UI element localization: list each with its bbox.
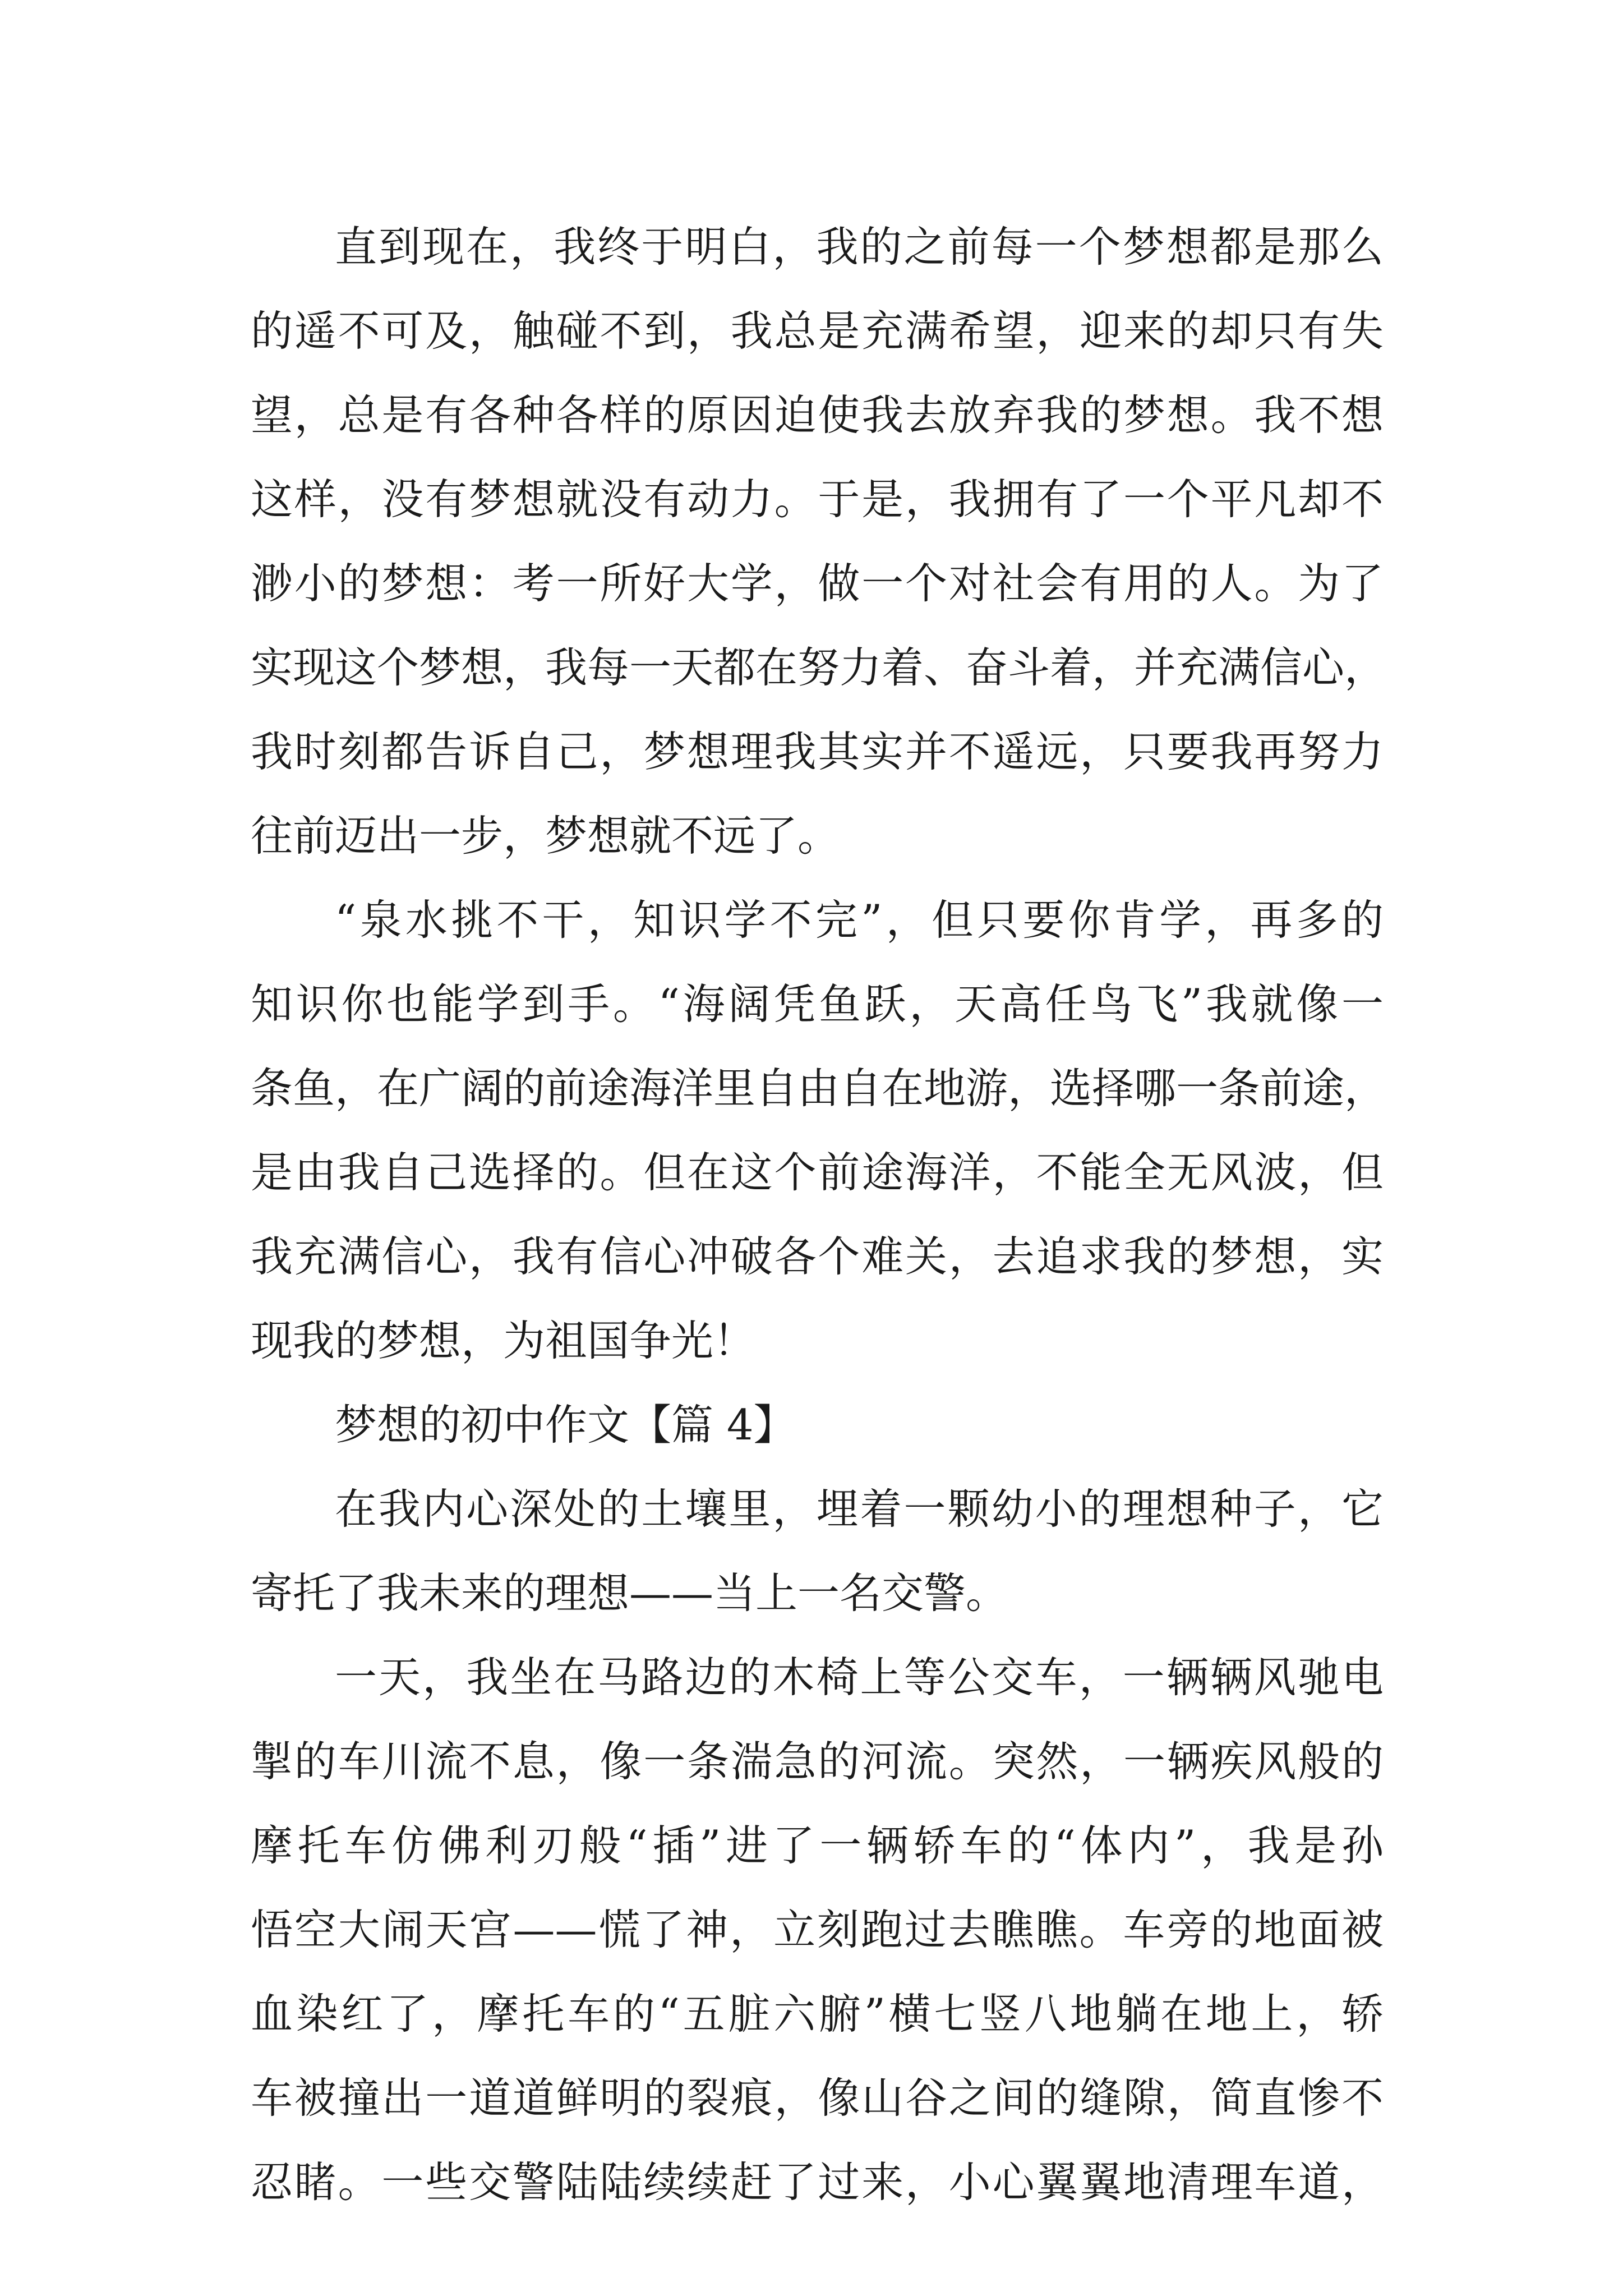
paragraph-line: 车被撞出一道道鲜明的裂痕，像山谷之间的缝隙，简直惨不 <box>251 2073 1384 2123</box>
paragraph-line: 望，总是有各种各样的原因迫使我去放弃我的梦想。我不想 <box>251 390 1384 440</box>
paragraph-line: 一天，我坐在马路边的木椅上等公交车，一辆辆风驰电 <box>335 1653 1384 1702</box>
paragraph-line: 是由我自己选择的。但在这个前途海洋，不能全无风波，但 <box>251 1148 1384 1197</box>
paragraph-line: 往前迈出一步，梦想就不远了。 <box>251 811 840 861</box>
paragraph-line: 寄托了我未来的理想——当上一名交警。 <box>251 1568 1008 1618</box>
paragraph-line: 忍睹。一些交警陆陆续续赶了过来，小心翼翼地清理车道， <box>251 2157 1384 2207</box>
section-heading: 梦想的初中作文【篇 4】 <box>335 1400 796 1450</box>
paragraph-line: 摩托车仿佛利刃般“插”进了一辆轿车的“体内”，我是孙 <box>251 1821 1384 1870</box>
paragraph-line: 我充满信心，我有信心冲破各个难关，去追求我的梦想，实 <box>251 1232 1384 1281</box>
paragraph-line: 现我的梦想，为祖国争光！ <box>251 1316 756 1365</box>
paragraph-line: 条鱼，在广阔的前途海洋里自由自在地游，选择哪一条前途， <box>251 1064 1387 1113</box>
paragraph-line: 这样，没有梦想就没有动力。于是，我拥有了一个平凡却不 <box>251 475 1384 524</box>
paragraph-line: 直到现在，我终于明白，我的之前每一个梦想都是那么 <box>335 222 1384 272</box>
paragraph-line: 实现这个梦想，我每一天都在努力着、奋斗着，并充满信心， <box>251 643 1387 692</box>
paragraph-line: 渺小的梦想：考一所好大学，做一个对社会有用的人。为了 <box>251 559 1384 608</box>
paragraph-line: 我时刻都告诉自己，梦想理我其实并不遥远，只要我再努力 <box>251 727 1384 776</box>
paragraph-line: 血染红了，摩托车的“五脏六腑”横七竖八地躺在地上，轿 <box>251 1989 1384 2039</box>
paragraph-line: 在我内心深处的土壤里，埋着一颗幼小的理想种子，它 <box>335 1484 1384 1534</box>
paragraph-line: 悟空大闹天宫——慌了神，立刻跑过去瞧瞧。车旁的地面被 <box>251 1905 1384 1954</box>
paragraph-line: 掣的车川流不息，像一条湍急的河流。突然，一辆疾风般的 <box>251 1737 1384 1786</box>
paragraph-line: “泉水挑不干，知识学不完”，但只要你肯学，再多的 <box>335 895 1384 945</box>
paragraph-line: 知识你也能学到手。“海阔凭鱼跃，天高任鸟飞”我就像一 <box>251 979 1384 1029</box>
paragraph-line: 的遥不可及，触碰不到，我总是充满希望，迎来的却只有失 <box>251 306 1384 356</box>
